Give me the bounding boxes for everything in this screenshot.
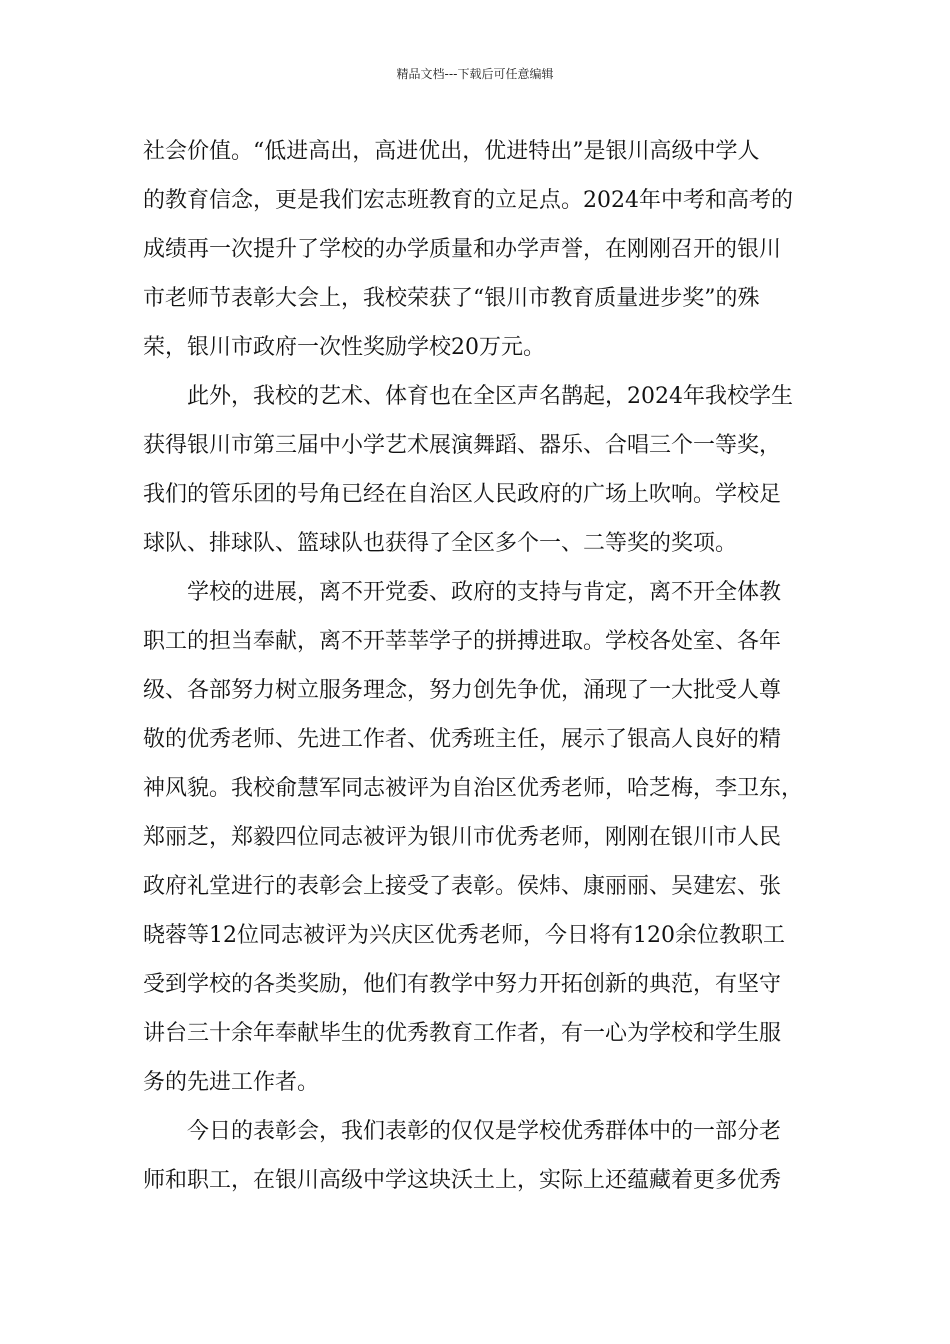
text-line: 获得银川市第三届中小学艺术展演舞蹈、器乐、合唱三个一等奖，	[143, 433, 782, 458]
text-line: 晓蓉等12位同志被评为兴庆区优秀老师，今日将有120余位教职工	[143, 923, 785, 948]
text-line: 我们的管乐团的号角已经在自治区人民政府的广场上吹响。学校足	[143, 482, 782, 507]
document-body	[143, 127, 808, 1205]
text-line: 职工的担当奉献，离不开莘莘学子的拼搏进取。学校各处室、各年	[143, 629, 782, 654]
paragraph	[143, 372, 808, 568]
text-line: 级、各部努力树立服务理念，努力创先争优，涌现了一大批受人尊	[143, 678, 782, 703]
text-line: 讲台三十余年奉献毕生的优秀教育工作者，有一心为学校和学生服	[143, 1021, 782, 1046]
text-line: 市老师节表彰大会上，我校荣获了“银川市教育质量进步奖”的殊	[143, 286, 760, 311]
text-line: 务的先进工作者。	[143, 1070, 320, 1095]
text-line: 受到学校的各类奖励，他们有教学中努力开拓创新的典范，有坚守	[143, 972, 782, 997]
page-header: 精品文档---下载后可任意编辑	[396, 67, 554, 81]
text-line: 社会价值。“低进高出，高进优出，优进特出”是银川高级中学人	[143, 139, 760, 164]
text-line: 今日的表彰会，我们表彰的仅仅是学校优秀群体中的一部分老	[187, 1119, 782, 1144]
text-line: 政府礼堂进行的表彰会上接受了表彰。侯炜、康丽丽、吴建宏、张	[143, 874, 782, 899]
text-line: 此外，我校的艺术、体育也在全区声名鹊起，2024年我校学生	[187, 384, 793, 409]
text-line: 球队、排球队、篮球队也获得了全区多个一、二等奖的奖项。	[143, 531, 738, 556]
text-line: 学校的进展，离不开党委、政府的支持与肯定，离不开全体教	[187, 580, 782, 605]
paragraph	[143, 127, 808, 372]
text-line: 郑丽芝，郑毅四位同志被评为银川市优秀老师，刚刚在银川市人民	[143, 825, 782, 850]
text-line: 成绩再一次提升了学校的办学质量和办学声誉，在刚刚召开的银川	[143, 237, 782, 262]
text-line: 神风貌。我校俞慧军同志被评为自治区优秀老师，哈芝梅，李卫东，	[143, 776, 804, 801]
text-line: 敬的优秀老师、先进工作者、优秀班主任，展示了银高人良好的精	[143, 727, 782, 752]
paragraph	[143, 568, 808, 1107]
paragraph	[143, 1107, 808, 1205]
text-line: 师和职工，在银川高级中学这块沃土上，实际上还蕴藏着更多优秀	[143, 1168, 782, 1193]
text-line: 的教育信念，更是我们宏志班教育的立足点。2024年中考和高考的	[143, 188, 793, 213]
text-line: 荣，银川市政府一次性奖励学校20万元。	[143, 335, 545, 360]
